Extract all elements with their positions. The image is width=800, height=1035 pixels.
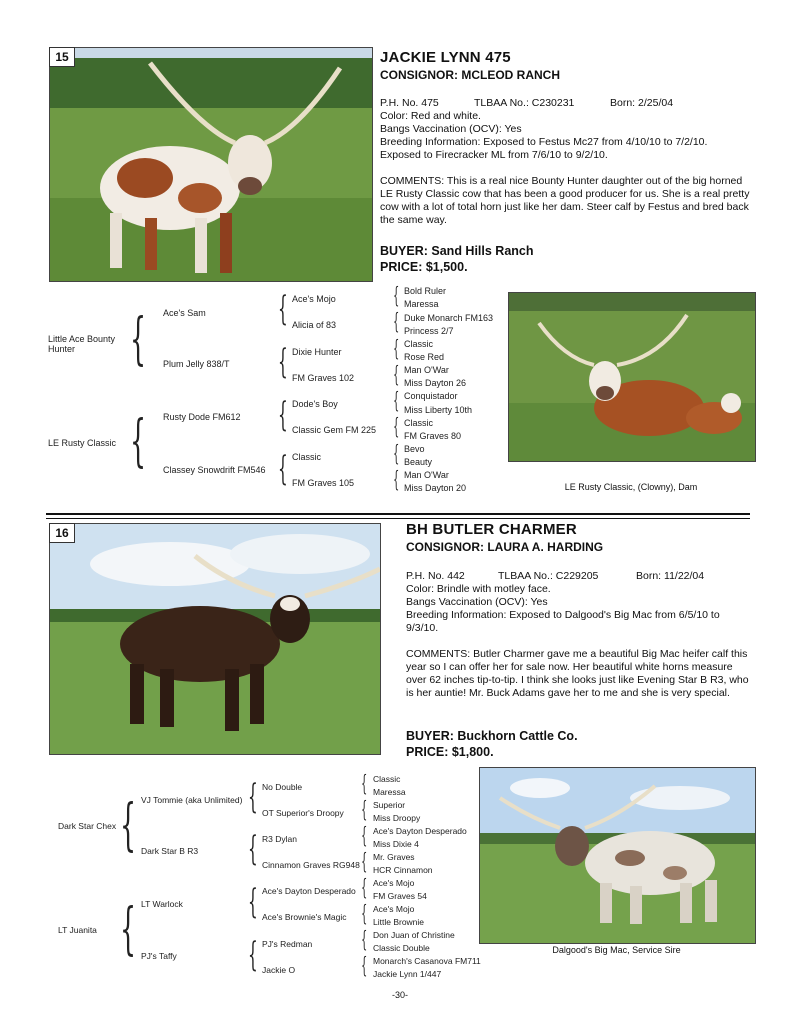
brace: { <box>130 307 147 372</box>
ped-ggg: Man O'War <box>404 365 449 375</box>
ped-ggg: Ace's Mojo <box>373 878 415 888</box>
ped-ggg: Miss Dayton 26 <box>404 378 467 388</box>
ped-g: Rusty Dode FM612 <box>163 412 241 422</box>
lot16-buyer: BUYER: Buckhorn Cattle Co. <box>406 729 578 743</box>
ped-gg: OT Superior's Droopy <box>262 808 344 818</box>
ped-gg: Ace's Brownie's Magic <box>262 912 347 922</box>
ped-ggg: Bold Ruler <box>404 286 447 296</box>
ph-number: P.H. No. 475 <box>380 97 439 109</box>
ped-dam: LT Juanita <box>58 925 97 935</box>
ped-gg: No Double <box>262 782 303 792</box>
ped-gg: Classic <box>292 452 322 462</box>
bangs: Bangs Vaccination (OCV): Yes <box>380 123 522 135</box>
ped-ggg: Princess 2/7 <box>404 326 454 336</box>
brace: { <box>361 772 368 797</box>
ped-g: Ace's Sam <box>163 308 206 318</box>
brace: { <box>393 442 400 467</box>
lot16-consignor: CONSIGNOR: LAURA A. HARDING <box>406 540 604 554</box>
ped-ggg: Ace's Dayton Desperado <box>373 826 467 836</box>
ped-ggg: Rose Red <box>404 352 445 362</box>
ped-gg: Dode's Boy <box>292 399 338 409</box>
ped-gg: Classic Gem FM 225 <box>292 425 377 435</box>
lot16-title: BH BUTLER CHARMER <box>406 521 577 538</box>
brace: { <box>278 342 288 382</box>
brace: { <box>248 777 258 817</box>
ped-ggg: Classic Double <box>373 943 430 953</box>
ped-g: VJ Tommie (aka Unlimited) <box>141 795 243 805</box>
ped-ggg: Superior <box>373 800 406 810</box>
brace: { <box>361 824 368 849</box>
ped-ggg: Maressa <box>373 787 406 797</box>
ped-ggg: Duke Monarch FM163 <box>404 313 494 323</box>
ped-ggg: FM Graves 54 <box>373 891 427 901</box>
tlbaa-number: TLBAA No.: C229205 <box>498 570 599 582</box>
ph-number: P.H. No. 442 <box>406 570 465 582</box>
lot16-sire-caption: Dalgood's Big Mac, Service Sire <box>552 945 681 955</box>
ped-ggg: Jackie Lynn 1/447 <box>373 969 442 979</box>
lot15-dam-caption: LE Rusty Classic, (Clowny), Dam <box>564 482 698 492</box>
ped-ggg: HCR Cinnamon <box>373 865 433 875</box>
ped-ggg: Monarch's Casanova FM711 <box>373 956 481 966</box>
ped-g: Classey Snowdrift FM546 <box>163 465 266 475</box>
lot15-photo <box>49 47 373 282</box>
ped-ggg: Little Brownie <box>373 917 425 927</box>
ped-gg: R3 Dylan <box>262 834 297 844</box>
lot16-number: 16 <box>49 523 75 543</box>
ped-ggg: Ace's Mojo <box>373 904 415 914</box>
ped-ggg: Miss Droopy <box>373 813 421 823</box>
section-divider <box>46 513 750 515</box>
born-date: Born: 11/22/04 <box>636 570 705 582</box>
brace: { <box>361 928 368 953</box>
ped-ggg: Conquistador <box>404 391 458 401</box>
brace: { <box>393 337 400 362</box>
ped-gg: Cinnamon Graves RG948 <box>262 860 360 870</box>
ped-ggg: Miss Dayton 20 <box>404 483 467 493</box>
brace: { <box>361 850 368 875</box>
color: Color: Brindle with motley face. <box>406 583 551 595</box>
ped-ggg: Beauty <box>404 457 433 467</box>
lot15-consignor: CONSIGNOR: MCLEOD RANCH <box>380 68 560 82</box>
cow-photo-15 <box>50 48 372 281</box>
ped-sire: Dark Star Chex <box>58 821 117 831</box>
breeding-info-2: Exposed to Firecracker ML from 7/6/10 to 9/2/10. <box>380 149 608 161</box>
breeding-info: Breeding Information: Exposed to Dalgood's Big Mac from 6/5/10 to <box>406 609 720 621</box>
brace: { <box>393 468 400 493</box>
ped-gg: Ace's Mojo <box>292 294 336 304</box>
lot15-price: PRICE: $1,500. <box>380 260 468 274</box>
ped-g: Dark Star B R3 <box>141 846 199 856</box>
brace: { <box>361 876 368 901</box>
brace: { <box>278 289 288 329</box>
brace: { <box>361 798 368 823</box>
comments: COMMENTS: This is a real nice Bounty Hunter daughter out of the big horned LE Rusty Classic cow that has been a good producer for us. She is a real pretty cow with a lot of total horn just like her dam. Steer calf by Festus and bred back the same way. <box>380 175 750 226</box>
bangs: Bangs Vaccination (OCV): Yes <box>406 596 548 608</box>
brace: { <box>393 310 400 335</box>
page-number: -30- <box>391 990 408 1000</box>
ped-ggg: Miss Liberty 10th <box>404 405 473 415</box>
lot16-sire-photo <box>479 767 756 944</box>
brace: { <box>120 793 137 858</box>
brace: { <box>278 395 288 435</box>
lot15-number: 15 <box>49 47 75 67</box>
ped-ggg: Maressa <box>404 299 439 309</box>
ped-gg: Ace's Dayton Desperado <box>262 886 356 896</box>
brace: { <box>278 449 288 489</box>
ped-gg: FM Graves 105 <box>292 478 355 488</box>
ped-gg: PJ's Redman <box>262 939 313 949</box>
ped-g: Plum Jelly 838/T <box>163 359 230 369</box>
lot15-info <box>380 97 752 227</box>
ped-ggg: Man O'War <box>404 470 449 480</box>
brace: { <box>248 829 258 869</box>
brace: { <box>393 284 400 309</box>
lot16-photo <box>49 523 381 755</box>
ped-gg: Alicia of 83 <box>292 320 337 330</box>
ped-dam: LE Rusty Classic <box>48 438 117 448</box>
breeding-info: Breeding Information: Exposed to Festus Mc27 from 4/10/10 to 7/2/10. <box>380 136 708 148</box>
tlbaa-number: TLBAA No.: C230231 <box>474 97 575 109</box>
ped-gg: Jackie O <box>262 965 296 975</box>
brace: { <box>130 409 147 474</box>
lot16-info <box>406 570 752 700</box>
lot16-price: PRICE: $1,800. <box>406 745 494 759</box>
ped-ggg: Classic <box>404 418 434 428</box>
brace: { <box>361 954 368 979</box>
sire-photo <box>480 768 755 943</box>
brace: { <box>248 935 258 975</box>
born-date: Born: 2/25/04 <box>610 97 674 109</box>
ped-sire: Little Ace Bounty Hunter <box>48 334 116 354</box>
lot15-dam-photo <box>508 292 756 462</box>
ped-ggg: Don Juan of Christine <box>373 930 455 940</box>
ped-ggg: Mr. Graves <box>373 852 415 862</box>
comments: COMMENTS: Butler Charmer gave me a beautiful Big Mac heifer calf this year so I can offer her for sale now. Her beautiful white horns measure over 62 inches tip-to-tip. I think she looks just like Evening Star B R3, who is her auntie! Mr. Buck Adams gave her to me and she is very special. <box>406 648 749 699</box>
section-divider <box>46 518 750 519</box>
brace: { <box>361 902 368 927</box>
ped-ggg: Classic <box>404 339 434 349</box>
breeding-info-2: 9/3/10. <box>406 622 439 634</box>
cow-photo-16 <box>50 524 380 754</box>
ped-ggg: Miss Dixie 4 <box>373 839 419 849</box>
ped-g: LT Warlock <box>141 899 183 909</box>
ped-ggg: Bevo <box>404 444 425 454</box>
brace: { <box>393 415 400 440</box>
ped-ggg: FM Graves 80 <box>404 431 462 441</box>
dam-photo <box>509 293 755 461</box>
lot15-buyer: BUYER: Sand Hills Ranch <box>380 244 534 258</box>
ped-g: PJ's Taffy <box>141 951 177 961</box>
ped-ggg: Classic <box>373 774 401 784</box>
brace: { <box>393 363 400 388</box>
color: Color: Red and white. <box>380 110 481 122</box>
brace: { <box>248 882 258 922</box>
ped-gg: Dixie Hunter <box>292 347 342 357</box>
brace: { <box>393 389 400 414</box>
ped-gg: FM Graves 102 <box>292 373 355 383</box>
lot15-title: JACKIE LYNN 475 <box>380 49 511 66</box>
brace: { <box>120 897 137 962</box>
